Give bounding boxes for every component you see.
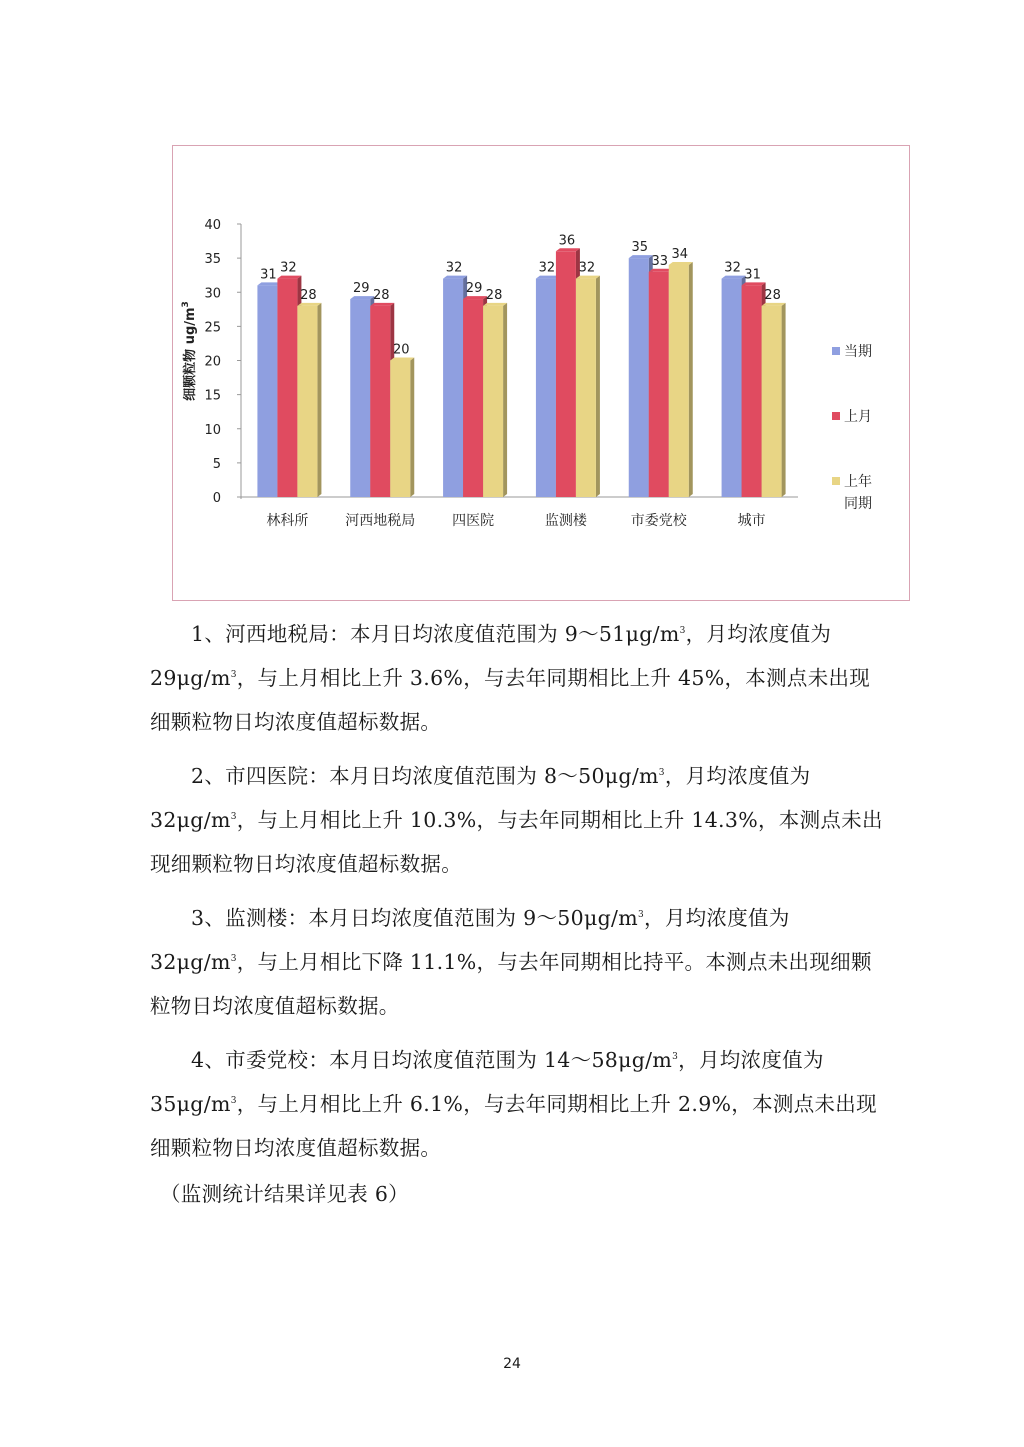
- x-tick-label: 市委党校: [630, 513, 687, 529]
- bar-chart: [173, 146, 911, 602]
- bar-current: [350, 299, 370, 497]
- bar-current: [257, 285, 277, 497]
- x-tick-label: 林科所: [266, 513, 309, 529]
- bar-last-year: [297, 306, 317, 497]
- para-3-sup: 3: [637, 910, 645, 921]
- para-1-pre: 1、河西地税局：本月日均浓度值范围为 9～51μg/m: [191, 622, 680, 646]
- bar-last-year: [669, 265, 689, 497]
- bar-current: [536, 279, 556, 497]
- bar-top: [463, 296, 487, 299]
- x-tick-label: 河西地税局: [345, 513, 416, 529]
- bar-side: [689, 262, 693, 497]
- y-tick-label: 30: [204, 286, 221, 302]
- para-2-post: ，月均浓度值为 32μg/m: [150, 764, 811, 832]
- para-3-tail: ，与上月相比下降 11.1%，与去年同期相比持平。本测点未出现细颗粒物日均浓度值超标数据。: [150, 950, 872, 1018]
- para-4-tail: ，与上月相比上升 6.1%，与去年同期相比上升 2.9%，本测点未出现细颗粒物日均浓度值超标数据。: [150, 1092, 877, 1160]
- legend-label: 当期: [844, 344, 872, 360]
- paragraph-3: [150, 896, 890, 1028]
- legend-label: 上年: [844, 474, 872, 490]
- page-number: 24: [503, 1356, 521, 1372]
- paragraph-4: [150, 1038, 890, 1170]
- bar-top: [277, 276, 301, 279]
- legend-swatch: [832, 347, 840, 355]
- data-label: 35: [631, 240, 649, 256]
- para-4-sup2: 3: [230, 1096, 237, 1107]
- para-4-pre: 4、市委党校：本月日均浓度值范围为 14～58μg/m: [191, 1048, 673, 1072]
- data-label: 29: [465, 281, 483, 297]
- y-tick-label: 15: [204, 388, 221, 404]
- bar-current: [722, 279, 742, 497]
- bar-side: [596, 276, 600, 497]
- bar-last-month: [649, 272, 669, 497]
- para-3-sup2: 3: [230, 954, 237, 965]
- data-label: 28: [764, 287, 781, 303]
- bar-side: [503, 303, 507, 497]
- bar-last-year: [762, 306, 782, 497]
- para-4-post: ，月均浓度值为 35μg/m: [150, 1048, 824, 1116]
- data-label: 20: [392, 342, 410, 358]
- paragraph-2: [150, 754, 890, 886]
- para-1-sup2: 3: [230, 670, 237, 681]
- data-label: 32: [538, 260, 556, 276]
- data-label: 28: [485, 287, 503, 303]
- bar-top: [629, 255, 653, 258]
- bar-last-year: [390, 361, 410, 498]
- legend-label: 上月: [844, 409, 872, 425]
- para-1-tail: ，与上月相比上升 3.6%，与去年同期相比上升 45%，本测点未出现细颗粒物日均浓度值超标数据。: [150, 666, 871, 734]
- para-2-pre: 2、市四医院：本月日均浓度值范围为 8～50μg/m: [191, 764, 659, 788]
- bar-last-year: [483, 306, 503, 497]
- data-label: 33: [651, 253, 669, 269]
- para-2-tail: ，与上月相比上升 10.3%，与去年同期相比上升 14.3%，本测点未出现细颗粒物日均浓度值超标数据。: [150, 808, 883, 876]
- para-2-sup2: 3: [230, 812, 237, 823]
- data-label: 32: [280, 260, 297, 276]
- y-tick-label: 20: [204, 354, 221, 370]
- para-3-pre: 3、监测楼：本月日均浓度值范围为 9～50μg/m: [191, 906, 638, 930]
- bar-last-year: [576, 279, 596, 497]
- chart-frame: [172, 145, 910, 601]
- bar-top: [443, 276, 467, 279]
- data-label: 28: [372, 287, 390, 303]
- bar-top: [576, 276, 600, 279]
- data-label: 29: [352, 281, 370, 297]
- bar-current: [443, 279, 463, 497]
- data-label: 32: [724, 260, 741, 276]
- legend-swatch: [832, 412, 840, 420]
- data-label: 34: [671, 246, 689, 262]
- bar-side: [410, 358, 414, 498]
- para-3-post: ，月均浓度值为 32μg/m: [150, 906, 790, 974]
- y-axis-label-sup: 3: [181, 301, 191, 308]
- legend-label-line2: 同期: [844, 496, 872, 512]
- bar-last-month: [277, 279, 297, 497]
- para-2-sup: 3: [658, 768, 665, 779]
- bar-top: [722, 276, 746, 279]
- bar-top: [742, 282, 766, 285]
- bar-top: [370, 303, 394, 306]
- bar-last-month: [556, 251, 576, 497]
- bar-top: [669, 262, 693, 265]
- x-tick-label: 城市: [737, 513, 766, 529]
- y-axis-label: 细颗粒物 $ug/m^3$: [181, 301, 198, 401]
- para-1-post: ，月均浓度值为 29μg/m: [150, 622, 832, 690]
- body-text: [150, 612, 890, 1216]
- data-label: 31: [744, 267, 761, 283]
- bar-top: [762, 303, 786, 306]
- y-tick-label: 35: [204, 252, 221, 268]
- bar-top: [350, 296, 374, 299]
- y-tick-label: 0: [212, 491, 221, 506]
- bar-top: [297, 303, 321, 306]
- y-tick-label: 40: [204, 218, 221, 233]
- bar-side: [317, 303, 321, 497]
- y-tick-label: 10: [204, 422, 221, 438]
- bar-last-month: [370, 306, 390, 497]
- x-tick-label: 监测楼: [544, 513, 587, 529]
- bar-last-month: [463, 299, 483, 497]
- bar-side: [782, 303, 786, 497]
- bar-last-month: [742, 285, 762, 497]
- data-label: 28: [300, 287, 317, 303]
- paragraph-1: [150, 612, 890, 744]
- bar-current: [629, 258, 649, 497]
- legend-swatch: [832, 477, 840, 485]
- data-label: 32: [445, 260, 463, 276]
- data-label: 32: [578, 260, 596, 276]
- bar-top: [556, 248, 580, 251]
- x-tick-label: 四医院: [452, 513, 495, 529]
- para-1-sup: 3: [679, 626, 686, 637]
- y-tick-label: 25: [204, 320, 221, 336]
- bar-top: [483, 303, 507, 306]
- bar-top: [390, 358, 414, 361]
- table-reference-note: （监测统计结果详见表 6）: [160, 1182, 409, 1206]
- data-label: 36: [558, 233, 576, 249]
- y-tick-label: 5: [212, 456, 221, 472]
- para-4-sup: 3: [672, 1052, 679, 1063]
- data-label: 31: [260, 267, 277, 283]
